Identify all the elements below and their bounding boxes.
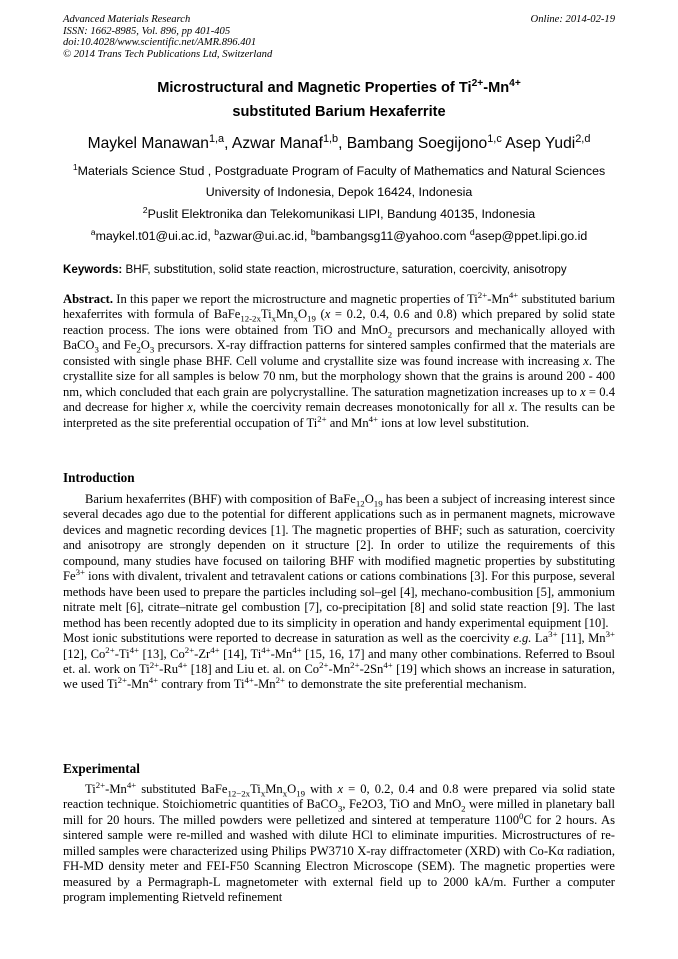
issn: ISSN: 1662-8985, Vol. 896, pp 401-405 xyxy=(63,25,231,37)
author-emails: $^a$maykel.t01@ui.ac.id, $^b$azwar@ui.ac.id, $^b$bambangsg11@yahoo.com $^d$asep@ppet.lipi.go.id xyxy=(90,226,588,243)
affiliation-1-line-2: University of Indonesia, Depok 16424, Indonesia xyxy=(205,185,473,199)
paper-title xyxy=(40,76,638,124)
title-line-2: substituted Barium Hexaferrite xyxy=(232,104,446,120)
experimental-body xyxy=(63,779,616,906)
introduction-paragraph-2: Most ionic substitutions were reported to decrease in saturation as well as the coercivity e.g. $La^{3+}$ [11], $Mn^{3+}$ [12], $Co^{2+}-Ti^{4+}$ [13], $Co^{2+}-Zr^{4+}$ [14], $Ti^{4+}-Mn^{4+}$ [15, 16, 17] and many other combinations. Referred to Bsoul et. al. work on $Ti^{2+}-Ru^{4+}$ [18] and Liu et. al. on $Co^{2+}-Mn^{2+}-2Sn^{4+}$ [19] which shows an increase in saturation, we used $Ti^{2+}-Mn^{4+}$ contrary from $Ti^{4+}-Mn^{2+}$ to demonstrate the site preferential mechanism. xyxy=(63,628,616,692)
title-line-1: Microstructural and Magnetic Properties of $Ti^{2+}-Mn^{4+}$ xyxy=(157,78,521,96)
journal-header xyxy=(63,14,615,60)
affiliation-2: $^2$Puslit Elektronika dan Telekomunikasi LIPI, Bandung 40135, Indonesia xyxy=(142,204,536,221)
journal-name: Advanced Materials Research xyxy=(63,14,191,25)
introduction-body xyxy=(63,492,615,693)
affiliation-1: $^1$Materials Science Stud , Postgraduate Program of Faculty of Mathematics and Natural Sciences xyxy=(72,161,606,178)
keywords: Keywords: BHF, substitution, solid state reaction, microstructure, saturation, coercivity, anisotropy xyxy=(63,263,567,276)
introduction-paragraph-1: Barium hexaferrites (BHF) with composition of $BaFe_{12}O_{19}$ has been a subject of increasing interest since several decades ago due to the potential for different applications such as in permanent magnets, microwave devices and magnetic recording devices [1]. The magnetic properties of BHF; such as saturation, coercivity and anisotropy are strongly dependen on it structure [2]. In order to utilize the requirements of this compound, many studies have focused on tailoring BHF with modified magnetic properties by substituting $Fe^{3+}$ ions with divalent, trivalent and tetravalent cations or cations combinations [3]. For this purpose, several methods have been used to prepare the particles including sol–gel [4], mechano-combusition [5], ammonium nitrate melt [6], citrate–nitrate gel combustion [7], co-precipitation [8] and solid state reaction [9]. The last method has been recently adopted due to its simplicity in operation and handy experimental equipment [10]. xyxy=(63,492,616,630)
author-list: Maykel Manawan$^{1,a}$, Azwar Manaf$^{1,b}$, Bambang Soegijono$^{1,c}$ Asep Yudi$^{2,d}$ xyxy=(87,132,591,152)
section-heading-experimental: Experimental xyxy=(63,761,140,776)
experimental-paragraph-1: $Ti^{2+}-Mn^{4+}$ substituted $BaFe_{12-2x}Ti_xMn_xO_{19}$ with x = 0, 0.2, 0.4 and 0.8 were prepared via solid state reaction technique. Stoichiometric quantities of BaCO$_3$, Fe2O3, TiO and MnO$_2$ were milled in planetary ball mill for 20 hours. The milled powders were pelletized and sintered at temperature 1100$^0$C for 2 hours. As sintered sample were re-milled and washed with dilute HCl to eliminate impurities. Microstructures of re-milled samples were characterized using Philips PW3710 X-ray diffractometer (XRD) with Co-Kα radiation, FH-MD density meter and FEI-F50 Scanning Electron Microscope (SEM). The magnetic properties were measured by a Permagraph-L magnetometer with external field up to 2000 kA/m. Further a computer program implementing Rietveld refinement xyxy=(63,779,616,905)
doi: doi:10.4028/www.scientific.net/AMR.896.401 xyxy=(63,37,257,49)
copyright: © 2014 Trans Tech Publications Ltd, Switzerland xyxy=(63,48,273,60)
section-heading-introduction: Introduction xyxy=(63,470,135,485)
abstract: Abstract. In this paper we report the microstructure and magnetic properties of $Ti^{2+}-Mn^{4+}$ substituted barium hexaferrites with formula of $BaFe_{12-2x}Ti_xMn_xO_{19}$ (x = 0.2, 0.4, 0.6 and 0.8) which prepared by solid state reaction process. The ions were obtained from TiO and MnO$_2$ precursors and mechanically alloyed with BaCO$_3$ and $Fe_2O_3$ precursors. X-ray diffraction patterns for sintered samples confirmed that the materials are consisted with single phase BHF. Cell volume and crystallite size was found increase with increasing x. The crystallite size for all samples is below 70 nm, but the morphology shown that the grains is around 200 - 400 nm, which concluded that each grain are polycrystalline. The saturation magnetization increases up to x = 0.4 and decrease for higher x, while the coercivity remain decreases monotonically for all x. The results can be interpreted as the site preferential occupation of $Ti^{2+}$ and $Mn^{4+}$ ions at low level substitution. xyxy=(63,289,616,430)
online-date: Online: 2014-02-19 xyxy=(530,14,615,25)
